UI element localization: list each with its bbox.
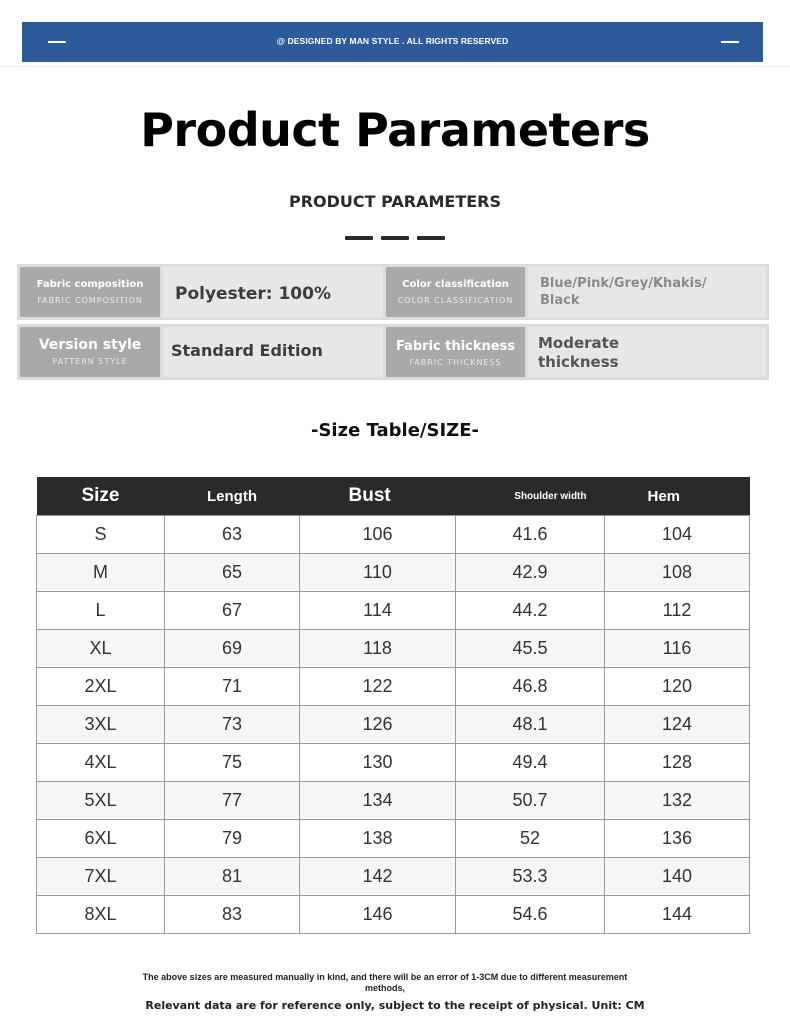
cell-shoulder-width: 44.2 [456, 592, 605, 630]
cell-length: 81 [165, 858, 300, 896]
param-row [17, 324, 769, 380]
cell-bust: 122 [300, 668, 456, 706]
cell-bust: 110 [300, 554, 456, 592]
param-value-cell [163, 267, 383, 317]
table-row [37, 516, 750, 554]
cell-length: 79 [165, 820, 300, 858]
cell-hem: 132 [605, 782, 750, 820]
table-row [37, 592, 750, 630]
cell-hem: 104 [605, 516, 750, 554]
table-row [37, 706, 750, 744]
cell-bust: 138 [300, 820, 456, 858]
measurement-note: The above sizes are measured manually in kind, and there will be an error of 1-3CM due to different measurement methods, [142, 972, 628, 993]
cell-shoulder-width: 54.6 [456, 896, 605, 934]
cell-length: 75 [165, 744, 300, 782]
cell-bust: 126 [300, 706, 456, 744]
cell-shoulder-width: 52 [456, 820, 605, 858]
param-row [17, 264, 769, 320]
param-label-cell [386, 267, 525, 317]
param-value: Moderate thickness [538, 334, 620, 371]
cell-hem: 136 [605, 820, 750, 858]
cell-size: XL [37, 630, 165, 668]
cell-size: 4XL [37, 744, 165, 782]
cell-length: 71 [165, 668, 300, 706]
table-row [37, 668, 750, 706]
title-decoration [345, 225, 453, 244]
cell-shoulder-width: 45.5 [456, 630, 605, 668]
cell-bust: 130 [300, 744, 456, 782]
banner-text: @ DESIGNED BY MAN STYLE . ALL RIGHTS RESERVED [276, 36, 509, 46]
cell-shoulder-width: 41.6 [456, 516, 605, 554]
cell-length: 63 [165, 516, 300, 554]
param-value-cell [528, 267, 766, 317]
page-title: Product Parameters [140, 103, 650, 157]
param-value-cell [163, 327, 383, 377]
param-caption: COLOR CLASSIFICATION [397, 296, 514, 305]
table-row [37, 554, 750, 592]
param-value-cell [528, 327, 766, 377]
param-caption: PATTERN STYLE [52, 357, 128, 366]
param-label: Color classification [402, 279, 509, 290]
cell-size: 2XL [37, 668, 165, 706]
size-table [36, 477, 750, 934]
cell-size: 8XL [37, 896, 165, 934]
param-label-cell [20, 267, 160, 317]
table-row [37, 744, 750, 782]
table-row [37, 782, 750, 820]
cell-hem: 124 [605, 706, 750, 744]
param-value: Polyester: 100% [175, 284, 331, 304]
cell-length: 69 [165, 630, 300, 668]
cell-shoulder-width: 50.7 [456, 782, 605, 820]
top-banner [22, 22, 763, 62]
menu-dash-right-icon[interactable] [721, 41, 739, 43]
cell-size: 7XL [37, 858, 165, 896]
column-header-hem: Hem [605, 477, 750, 516]
cell-length: 67 [165, 592, 300, 630]
column-header-length: Length [165, 477, 300, 516]
param-caption: FABRIC COMPOSITION [37, 296, 143, 305]
divider [0, 66, 790, 67]
cell-size: M [37, 554, 165, 592]
table-header-row [37, 477, 750, 516]
cell-shoulder-width: 46.8 [456, 668, 605, 706]
page-subtitle: PRODUCT PARAMETERS [288, 192, 502, 211]
param-label-cell [386, 327, 525, 377]
cell-bust: 106 [300, 516, 456, 554]
cell-shoulder-width: 49.4 [456, 744, 605, 782]
cell-shoulder-width: 48.1 [456, 706, 605, 744]
cell-size: L [37, 592, 165, 630]
column-header-bust: Bust [300, 477, 456, 516]
param-label: Version style [38, 337, 142, 353]
table-row [37, 820, 750, 858]
table-row [37, 630, 750, 668]
cell-length: 77 [165, 782, 300, 820]
param-label: Fabric thickness [395, 339, 516, 354]
cell-size: 3XL [37, 706, 165, 744]
cell-hem: 140 [605, 858, 750, 896]
cell-hem: 144 [605, 896, 750, 934]
cell-size: 6XL [37, 820, 165, 858]
cell-hem: 128 [605, 744, 750, 782]
table-row [37, 896, 750, 934]
cell-bust: 142 [300, 858, 456, 896]
param-value: Standard Edition [171, 341, 323, 360]
table-row [37, 858, 750, 896]
cell-bust: 114 [300, 592, 456, 630]
cell-length: 83 [165, 896, 300, 934]
cell-length: 73 [165, 706, 300, 744]
cell-shoulder-width: 42.9 [456, 554, 605, 592]
cell-bust: 134 [300, 782, 456, 820]
param-caption: FABRIC THICKNESS [409, 358, 502, 367]
cell-hem: 120 [605, 668, 750, 706]
reference-note: Relevant data are for reference only, subject to the receipt of physical. Unit: CM [145, 999, 645, 1012]
param-value: Blue/Pink/Grey/Khakis/ Black [540, 276, 707, 308]
cell-hem: 108 [605, 554, 750, 592]
column-header-size: Size [37, 477, 165, 516]
param-label: Fabric composition [36, 279, 144, 290]
cell-hem: 116 [605, 630, 750, 668]
cell-size: S [37, 516, 165, 554]
cell-length: 65 [165, 554, 300, 592]
cell-hem: 112 [605, 592, 750, 630]
column-header-shoulder-width: Shoulder width [456, 477, 605, 516]
cell-bust: 118 [300, 630, 456, 668]
param-label-cell [20, 327, 160, 377]
cell-shoulder-width: 53.3 [456, 858, 605, 896]
cell-bust: 146 [300, 896, 456, 934]
size-table-title: -Size Table/SIZE- [311, 420, 479, 441]
cell-size: 5XL [37, 782, 165, 820]
